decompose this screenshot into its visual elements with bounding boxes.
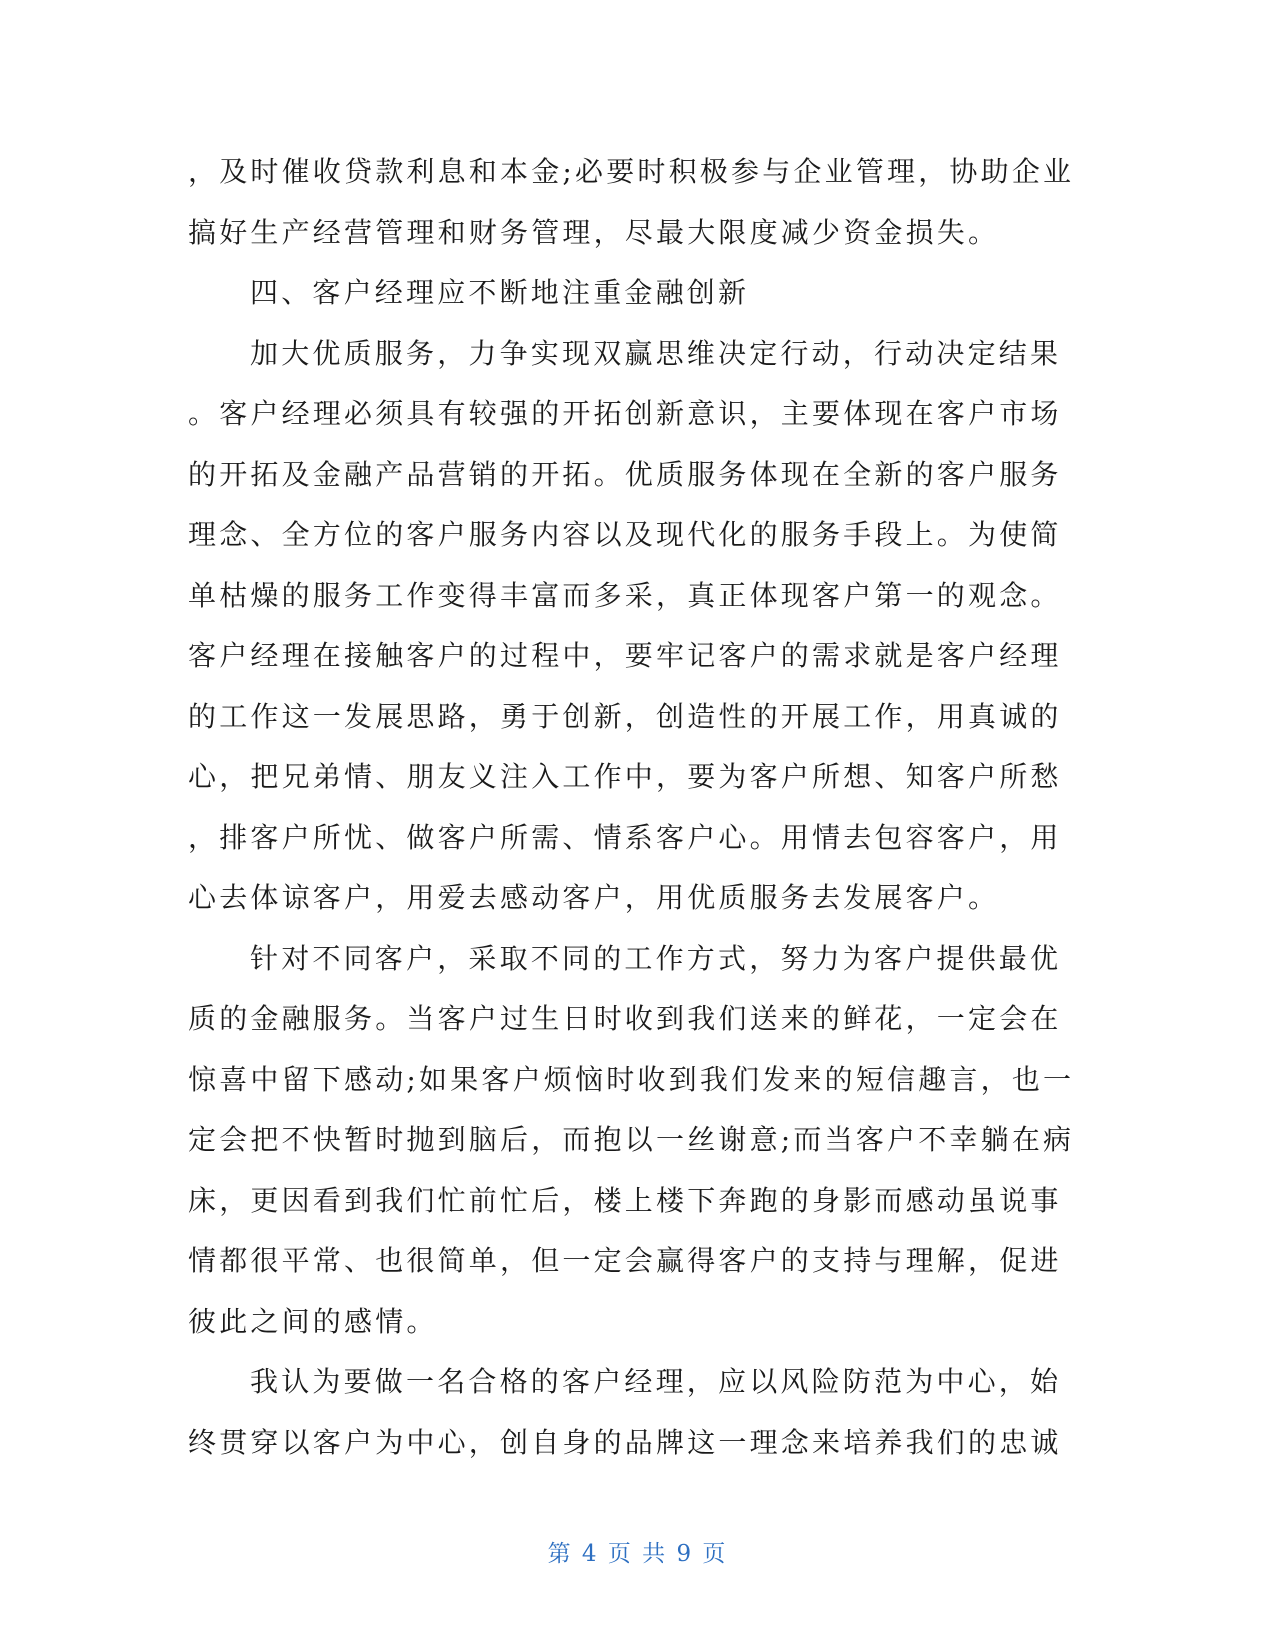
text-line: 情都很平常、也很简单，但一定会赢得客户的支持与理解，促进 [188, 1244, 1062, 1277]
text-line: 加大优质服务，力争实现双赢思维决定行动，行动决定结果 [250, 336, 1062, 370]
text-line: ，及时催收贷款利息和本金;必要时积极参与企业管理，协助企业 [188, 155, 1075, 188]
text-line: 针对不同客户，采取不同的工作方式，努力为客户提供最优 [250, 941, 1062, 975]
section-heading: 四、客户经理应不断地注重金融创新 [250, 276, 750, 309]
text-line: 单枯燥的服务工作变得丰富而多采，真正体现客户第一的观念。 [188, 578, 1062, 612]
text-line: 心去体谅客户，用爱去感动客户，用优质服务去发展客户。 [188, 881, 1000, 914]
text-line: 的开拓及金融产品营销的开拓。优质服务体现在全新的客户服务 [188, 457, 1062, 491]
text-line: 床，更因看到我们忙前忙后，楼上楼下奔跑的身影而感动虽说事 [188, 1183, 1062, 1217]
page-number-footer: 第 4 页 共 9 页 [547, 1541, 728, 1567]
text-line: 。客户经理必须具有较强的开拓创新意识，主要体现在客户市场 [188, 397, 1062, 430]
text-line: 客户经理在接触客户的过程中，要牢记客户的需求就是客户经理 [188, 639, 1062, 672]
text-line: 的工作这一发展思路，勇于创新，创造性的开展工作，用真诚的 [188, 699, 1062, 733]
text-line: 惊喜中留下感动;如果客户烦恼时收到我们发来的短信趣言，也一 [188, 1062, 1075, 1096]
text-line: ，排客户所忧、做客户所需、情系客户心。用情去包容客户，用 [188, 820, 1062, 854]
text-line: 质的金融服务。当客户过生日时收到我们送来的鲜花，一定会在 [188, 1002, 1062, 1035]
text-line: 彼此之间的感情。 [188, 1304, 438, 1338]
text-line: 终贯穿以客户为中心，创自身的品牌这一理念来培养我们的忠诚 [188, 1425, 1062, 1459]
text-line: 定会把不快暂时抛到脑后，而抱以一丝谢意;而当客户不幸躺在病 [188, 1123, 1075, 1156]
document-body [188, 142, 1078, 1473]
text-line: 搞好生产经营管理和财务管理，尽最大限度减少资金损失。 [188, 215, 1000, 249]
text-line: 我认为要做一名合格的客户经理，应以风险防范为中心，始 [250, 1365, 1062, 1398]
text-line: 理念、全方位的客户服务内容以及现代化的服务手段上。为使简 [188, 518, 1062, 551]
text-line: 心，把兄弟情、朋友义注入工作中，要为客户所想、知客户所愁 [188, 760, 1062, 793]
